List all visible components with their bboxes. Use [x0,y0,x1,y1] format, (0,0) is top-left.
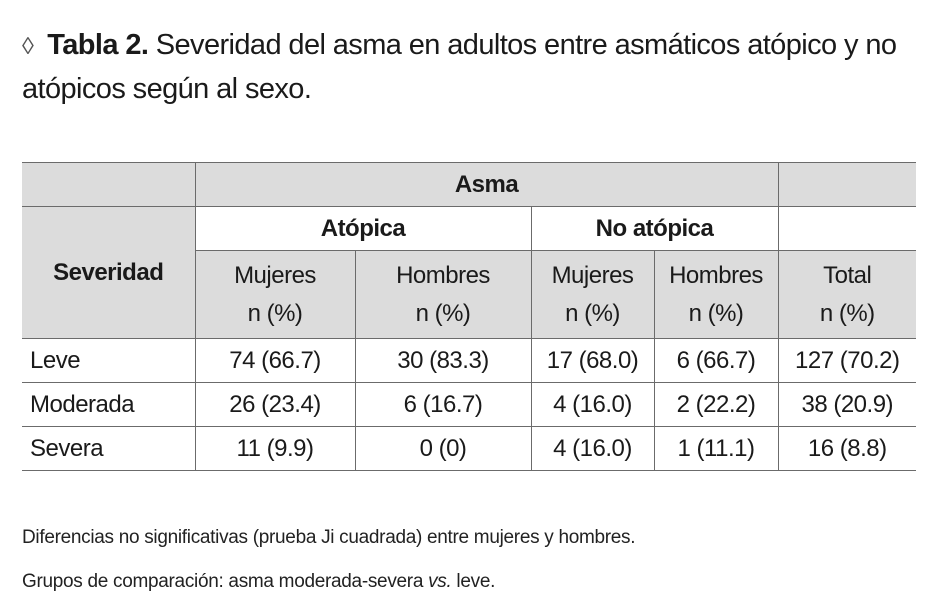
table-row [22,383,916,427]
header-mujeres-no-atopica: Mujeres n (%) [531,251,654,339]
header-total: Total n (%) [778,251,916,339]
diamond-icon: ◊ [22,33,34,60]
cell-atop-hombres: 30 (83.3) [355,339,531,383]
header-hombres-no-atopica: Hombres n (%) [654,251,778,339]
cell-total: 16 (8.8) [778,427,916,471]
table-row [22,339,916,383]
row-label: Severa [22,427,195,471]
header-empty-cell [778,163,916,207]
header-hombres-atopica: Hombres n (%) [355,251,531,339]
cell-atop-mujeres: 26 (23.4) [195,383,355,427]
note-significance: Diferencias no significativas (prueba Ji cuadrada) entre mujeres y hombres. [22,527,636,548]
header-asma: Asma [195,163,778,207]
header-empty-cell [22,163,195,207]
table-notes [22,520,635,608]
cell-atop-mujeres: 74 (66.7) [195,339,355,383]
cell-noatop-mujeres: 17 (68.0) [531,339,654,383]
cell-noatop-hombres: 2 (22.2) [654,383,778,427]
cell-noatop-mujeres: 4 (16.0) [531,383,654,427]
header-no-atopica: No atópica [531,207,778,251]
severity-table [22,162,916,471]
note-comparison: Grupos de comparación: asma moderada-severa vs. leve. [22,571,496,592]
cell-total: 127 (70.2) [778,339,916,383]
cell-total: 38 (20.9) [778,383,916,427]
cell-noatop-mujeres: 4 (16.0) [531,427,654,471]
caption-text: Severidad del asma en adultos entre asmáticos atópico y no atópicos según al sexo. [22,29,897,105]
cell-noatop-hombres: 6 (66.7) [654,339,778,383]
header-severidad: Severidad [22,207,195,339]
row-label: Moderada [22,383,195,427]
header-mujeres-atopica: Mujeres n (%) [195,251,355,339]
table-row [22,427,916,471]
row-label: Leve [22,339,195,383]
caption-label: Tabla 2. [47,29,149,61]
cell-atop-hombres: 6 (16.7) [355,383,531,427]
table-caption [22,24,922,110]
cell-noatop-hombres: 1 (11.1) [654,427,778,471]
header-atopica: Atópica [195,207,531,251]
cell-atop-hombres: 0 (0) [355,427,531,471]
header-empty-cell [778,207,916,251]
cell-atop-mujeres: 11 (9.9) [195,427,355,471]
